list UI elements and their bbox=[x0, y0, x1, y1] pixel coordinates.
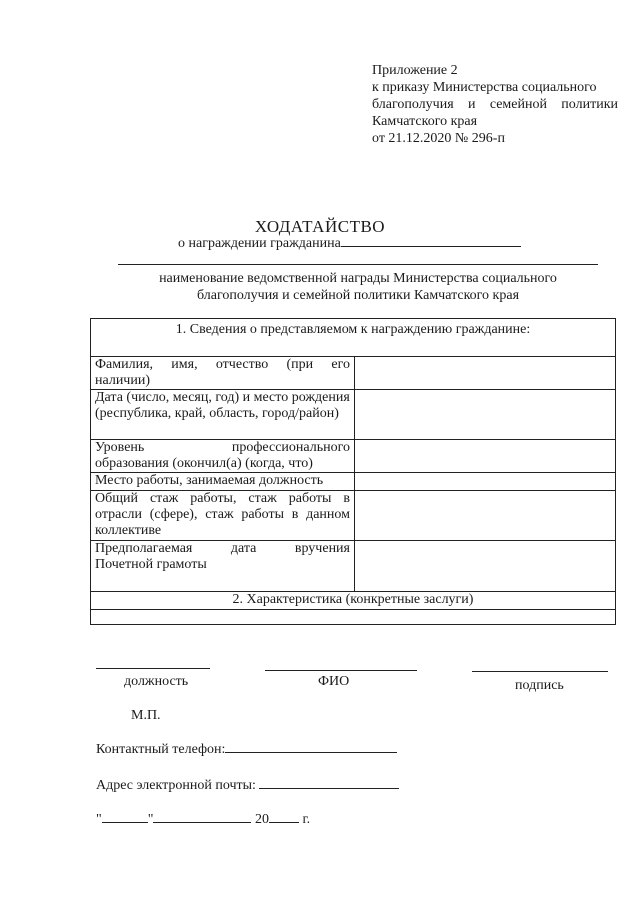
row-label-workplace: Место работы, занимаемая должность bbox=[91, 473, 355, 491]
table-row bbox=[91, 491, 616, 541]
row-label-education-b: образования (окончил(а) (когда, что) bbox=[95, 456, 313, 471]
date-close-quote: " bbox=[147, 812, 154, 827]
table-row bbox=[91, 357, 616, 390]
signature-label: подпись bbox=[515, 678, 564, 693]
signature-line[interactable] bbox=[472, 671, 608, 672]
table-row bbox=[91, 541, 616, 592]
row-label-full-name-a: Фамилия, имя, отчество (при его bbox=[95, 357, 350, 372]
row-label-education-a: Уровень профессионального bbox=[95, 440, 350, 455]
phone-field[interactable] bbox=[225, 740, 397, 753]
name-signature-line[interactable] bbox=[265, 670, 417, 671]
month-field[interactable] bbox=[153, 810, 251, 823]
phone-row bbox=[96, 740, 397, 758]
row-label-birth: Дата (число, месяц, год) и место рождения (республика, край, область, город/район) bbox=[91, 390, 355, 440]
position-signature-line[interactable] bbox=[96, 668, 210, 669]
row-label-award-date bbox=[91, 541, 355, 592]
table-row bbox=[91, 440, 616, 473]
appendix-block bbox=[372, 62, 618, 147]
row-value-award-date[interactable] bbox=[355, 541, 616, 592]
appendix-line-3: благополучия и семейной политики bbox=[372, 97, 618, 112]
row-label-full-name bbox=[91, 357, 355, 390]
year-suffix: г. bbox=[302, 812, 311, 827]
row-value-education[interactable] bbox=[355, 440, 616, 473]
section-2-header: 2. Характеристика (конкретные заслуги) bbox=[91, 592, 616, 610]
day-field[interactable] bbox=[102, 810, 148, 823]
name-label: ФИО bbox=[318, 674, 350, 689]
row-value-full-name[interactable] bbox=[355, 357, 616, 390]
caption-line-1: наименование ведомственной награды Министерства социального bbox=[159, 271, 557, 286]
document-title: ХОДАТАЙСТВО bbox=[254, 217, 386, 236]
document-subtitle bbox=[178, 234, 521, 252]
date-open-quote: " bbox=[96, 812, 102, 827]
stamp-placeholder: М.П. bbox=[131, 708, 161, 723]
appendix-line-4: Камчатского края bbox=[372, 114, 478, 129]
date-row bbox=[96, 810, 310, 828]
section-1-header: 1. Сведения о представляемом к награждению гражданине: bbox=[91, 319, 616, 357]
citizen-info-table bbox=[90, 318, 616, 625]
appendix-line-5: от 21.12.2020 № 296-п bbox=[372, 131, 505, 146]
row-label-full-name-b: наличии) bbox=[95, 373, 150, 388]
phone-label: Контактный телефон: bbox=[96, 742, 226, 757]
caption-line-2: благополучия и семейной политики Камчатского края bbox=[196, 288, 520, 303]
appendix-line-1: Приложение 2 bbox=[372, 63, 458, 78]
award-name-caption bbox=[118, 270, 598, 304]
row-value-birth[interactable] bbox=[355, 390, 616, 440]
subtitle-text: о награждении гражданина bbox=[178, 236, 341, 251]
email-field[interactable] bbox=[259, 776, 399, 789]
email-row bbox=[96, 776, 399, 794]
row-value-workplace[interactable] bbox=[355, 473, 616, 491]
email-label: Адрес электронной почты: bbox=[96, 778, 256, 793]
row-label-experience: Общий стаж работы, стаж работы в отрасли (сфере), стаж работы в данном коллективе bbox=[91, 491, 355, 541]
characteristics-field[interactable] bbox=[91, 610, 616, 625]
row-label-education bbox=[91, 440, 355, 473]
row-label-award-date-a: Предполагаемая дата вручения bbox=[95, 541, 350, 556]
table-row bbox=[91, 473, 616, 491]
appendix-line-2: к приказу Министерства социального bbox=[372, 80, 597, 95]
year-field[interactable] bbox=[269, 810, 299, 823]
citizen-name-field[interactable] bbox=[341, 234, 521, 247]
table-row bbox=[91, 390, 616, 440]
year-prefix: 20 bbox=[254, 812, 269, 827]
row-value-experience[interactable] bbox=[355, 491, 616, 541]
row-label-award-date-b: Почетной грамоты bbox=[95, 557, 207, 572]
position-label: должность bbox=[124, 674, 189, 689]
award-name-line[interactable] bbox=[118, 264, 598, 265]
